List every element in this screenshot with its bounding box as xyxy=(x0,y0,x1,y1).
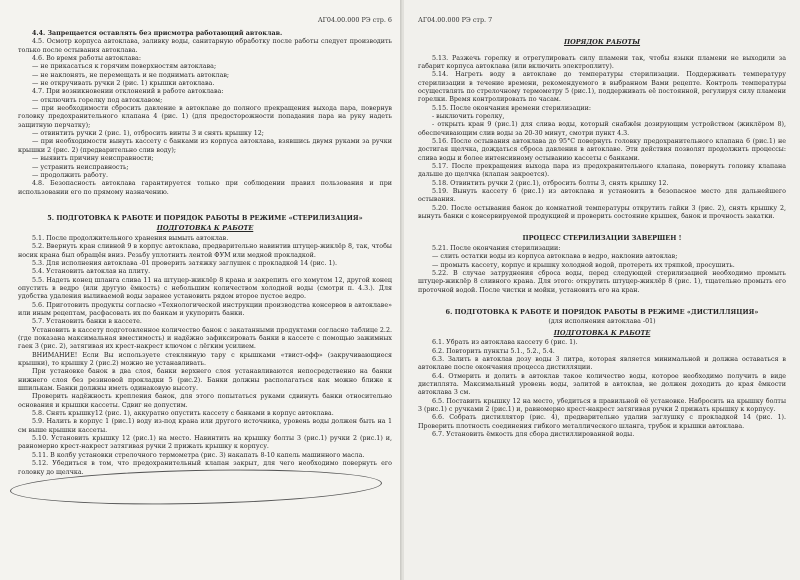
section-6-note: (для исполнения автоклава -01) xyxy=(548,318,656,326)
paragraph: — слить остатки воды из корпуса автоклава в ведро, наклонив автоклав; xyxy=(432,253,678,261)
paragraph: 6.1. Убрать из автоклава кассету 6 (рис. 1). xyxy=(432,339,578,347)
paragraph: 5.8. Снять крышку12 (рис. 1), аккуратно опустить кассету с банками в корпус автоклава. xyxy=(32,410,334,418)
paragraph: 5.7. Установить банки в кассете. xyxy=(32,318,142,326)
paragraph: 5.18. Отвинтить ручки 2 (рис.1), отбросить болты 3, снять крышку 12. xyxy=(432,179,669,187)
paragraph: 5.5. Надеть конец шланга слива 11 на штуцер-жиклёр 8 крана и закрепить его хомутом 12, другой конец опустить в ведро (или другую ёмкость) с небольшим количеством холодной воды (смотри п. 4.3.). Для удобства удаления выливаемой воды заранее установить рядом второе пустое ведро. xyxy=(18,276,392,301)
paragraph: 5.4. Установить автоклав на плиту. xyxy=(32,268,151,276)
page-header: АГ04.00.000 РЭ стр. 6 xyxy=(317,16,392,24)
paragraph: ВНИМАНИЕ! Если Вы используете стеклянную тару с крышками «твист-офф» (закручивающиеся крышки), то крышку 2 (рис.2) можно не устанавливать. xyxy=(18,351,392,368)
paragraph: 5.17. После прекращения выхода пара из предохранительного клапана, повернуть головку клапана дальше до щелчка (клапан закроется). xyxy=(418,162,786,179)
right-page xyxy=(404,0,800,580)
paragraph: 4.4. Запрещается оставлять без присмотра работающий автоклав. xyxy=(32,30,283,37)
paragraph: 5.21. После окончания стерилизации: xyxy=(432,244,561,252)
paragraph: 5.3. Для исполнения автоклава -01 проверить затяжку заглушек с прокладкой 14 (рис. 1). xyxy=(32,259,338,267)
paragraph: — промыть кассету, корпус и крышку холодной водой, протереть их тряпкой, просушить. xyxy=(432,261,735,269)
paragraph: 6.7. Установить ёмкость для сбора дистиллированной воды. xyxy=(432,431,635,439)
paragraph: 5.9. Налить в корпус 1 (рис.1) воду из-под крана или другого источника, уровень воды должен быть на 1 см выше крышки кассеты. xyxy=(18,418,392,434)
left-paras-top xyxy=(18,30,392,197)
paragraph: — при необходимости сбросить давление в автоклаве до полного прекращения выхода пара, повернув головку предохранительного клапана 4 (рис. 1) (для предосторожности попадания пара на руку надеть защитную перчатку); xyxy=(18,105,392,129)
paragraph: 5.12. Убедиться в том, что предохранительный клапан закрыт, для чего необходимо повернуть его головку до щелчка. xyxy=(18,460,392,476)
section-5-subtitle: ПОДГОТОВКА К РАБОТЕ xyxy=(156,224,254,233)
section-6-subtitle: ПОДГОТОВКА К РАБОТЕ xyxy=(553,328,651,337)
paragraph: Проверить надёжность крепления банок, для этого попытаться руками сдвинуть банки относительно основания и крышки кассеты. Сдвиг не допустим. xyxy=(18,393,392,409)
paragraph: 5.2. Ввернуть кран сливной 9 в корпус автоклава, предварительно навинтив штуцер-жиклёр 8, так, чтобы носик крана был обращён вниз. Резьбу уплотнить лентой ФУМ или медной прокладкой. xyxy=(18,243,392,259)
paragraph: — не прикасаться к горячим поверхностям автоклава; xyxy=(32,63,217,71)
paragraph: 5.20. После остывания банок до комнатной температуры открутить гайки 3 (рис. 2), снять крышку 2, вынуть банки с консервируемой продукцией и проверить состояние крышек, банок и прочность закатки. xyxy=(418,204,786,221)
sterilization-done-title: ПРОЦЕСС СТЕРИЛИЗАЦИИ ЗАВЕРШЕН ! xyxy=(522,234,682,243)
paragraph: — выявить причину неисправности; xyxy=(32,155,154,163)
right-paras-b xyxy=(418,245,786,295)
paragraph: 4.7. При возникновении отклонений в работе автоклава: xyxy=(32,88,224,96)
right-paras-a xyxy=(418,55,786,222)
paragraph: 6.5. Поставить крышку 12 на место, убедиться в правильной её установке. Набросить на крышку болты 3 (рис.1) с ручками 2 (рис.1) и, равномерно крест-накрест затягивая ручки 2 прижать крышку к корпусу. xyxy=(418,397,786,414)
paragraph: — устранить неисправность; xyxy=(32,163,129,171)
paragraph: 5.15. После окончания времени стерилизации: xyxy=(432,104,591,112)
paragraph: 6.3. Залить в автоклав дозу воды 3 литра, которая является минимальной и должна оставаться в автоклаве после окончания процесса дистилляции. xyxy=(418,355,786,372)
paragraph: — при необходимости вынуть кассету с банками из корпуса автоклава, взявшись двумя руками за ручки крышки 2 (рис. 2) (предварительно слив воду); xyxy=(18,138,392,154)
paragraph: - выключить горелку, xyxy=(432,112,505,120)
paragraph: - открыть кран 9 (рис.1) для слива воды, который снабжён дозирующим устройством (жиклёром 8), обеспечивающим слив воды за 20-30 минут, смотри пункт 4.3. xyxy=(418,121,786,137)
paragraph: — продолжить работу. xyxy=(32,171,109,179)
paragraph: 6.2. Повторить пункты 5.1., 5.2., 5.4. xyxy=(432,347,555,355)
paragraph: — отвинтить ручки 2 (рис. 1), отбросить винты 3 и снять крышку 12; xyxy=(32,130,264,138)
paragraph: — не откручивать ручки 2 (рис. 1) крышки автоклава. xyxy=(32,80,215,88)
paragraph: 5.6. Приготовить продукты согласно «Технологической инструкции производства консервов в автоклаве» или иным рецептам, расфасовать их по банкам и укупорить банки. xyxy=(18,301,392,317)
section-title: ПОРЯДОК РАБОТЫ xyxy=(563,38,641,46)
paragraph: — отключить горелку под автоклавом; xyxy=(32,96,163,104)
paragraph: — не наклонять, не перемещать и не поднимать автоклав; xyxy=(32,71,230,79)
paragraph: 5.22. В случае затруднения сброса воды, перед следующей стерилизацией необходимо промыть штуцер-жиклёр 8 сливного крана. Для этого: открутить штуцер-жиклёр 8 (рис. 1), тщательно промыть его проточной водой. После чистки и мойки, установить его на кран. xyxy=(418,269,786,294)
paragraph: 5.16. После остывания автоклава до 95°С повернуть головку предохранительного клапана 6 (рис.1) не достигая щелчка, дождаться сброса давления в автоклаве. Эти действия позволят продолжить процессы: слива воды и более интенсивному остыванию кассеты с банками. xyxy=(418,137,786,162)
paragraph: 6.6. Собрать дистиллятор (рис. 4), предварительно удалив заглушку с прокладкой 14 (рис. 1). Проверить плотность соединения гибкого металлического шланга, трубок и крышки автоклава. xyxy=(418,414,786,430)
page-header: АГ04.00.000 РЭ стр. 7 xyxy=(418,16,493,24)
left-paras-5 xyxy=(18,235,392,477)
paragraph: 5.19. Вынуть кассету 6 (рис.1) из автоклава и установить в безопасное место для дальнейшего остывания. xyxy=(418,188,786,204)
section-5-title: 5. ПОДГОТОВКА К РАБОТЕ И ПОРЯДОК РАБОТЫ В РЕЖИМЕ «СТЕРИЛИЗАЦИЯ» xyxy=(47,213,363,222)
paragraph: 5.1. После продолжительного хранения вымыть автоклав. xyxy=(32,234,229,242)
right-paras-c xyxy=(418,339,786,439)
section-6-title: 6. ПОДГОТОВКА К РАБОТЕ И ПОРЯДОК РАБОТЫ В РЕЖИМЕ «ДИСТИЛЛЯЦИЯ» xyxy=(445,307,759,316)
paragraph: 4.8. Безопасность автоклава гарантируется только при соблюдении правил пользования и при использовании его по прямому назначению. xyxy=(18,180,392,196)
paragraph: 5.11. В колбу установки стрелочного термометра (рис. 3) накапать 8-10 капель машинного масла. xyxy=(32,451,365,459)
paragraph: При установке банок в два слоя, банки верхнего слоя устанавливаются непосредственно на банки нижнего слоя без резиновой прокладки 5 (рис.2). Банки должны располагаться как можно ближе к шпилькам. Банки должны иметь одинаковую высоту. xyxy=(18,368,392,393)
paragraph: 5.13. Разжечь горелку и отрегулировать силу пламени так, чтобы языки пламени не выходили за габарит корпуса автоклава (или включить электроплиту). xyxy=(418,54,786,70)
paragraph: 6.4. Отмерить и долить в автоклав такое количество воды, которое необходимо получить в виде дистиллята. Максимальный уровень воды, залитой в автоклав, не должен доходить до края ёмкости автоклава 3 см. xyxy=(418,372,786,397)
paragraph: 4.5. Осмотр корпуса автоклава, заливку воды, санитарную обработку после работы следует производить только после остывания автоклава. xyxy=(18,38,392,54)
paragraph: 5.14. Нагреть воду в автоклаве до температуры стерилизации. Поддерживать температуру стерилизации в течение времени, рекомендуемого в выбранном Вами рецепте. Контроль температуры осуществлять по стрелочному термометру 5 (рис.1), поддерживать её постоянной, регулируя силу пламени горелки. Время контролировать по часам. xyxy=(418,71,786,104)
paragraph: Установить в кассету подготовленное количество банок с закатанными продуктами согласно таблице 2.2. (где показана максимальная вместимость) и надёжно зафиксировать банки в кассете с помощью зажимных гаек 3 (рис. 2), затягивая их крест-накрест ключом с лёгким усилием. xyxy=(18,326,392,351)
paragraph: 5.10. Установить крышку 12 (рис.1) на место. Навинтить на крышку болты 3 (рис.1) ручки 2 (рис.1) и, равномерно крест-накрест затягивая ручки 2 прижать крышку к корпусу. xyxy=(18,435,392,451)
paragraph: 4.6. Во время работы автоклава: xyxy=(32,55,141,63)
